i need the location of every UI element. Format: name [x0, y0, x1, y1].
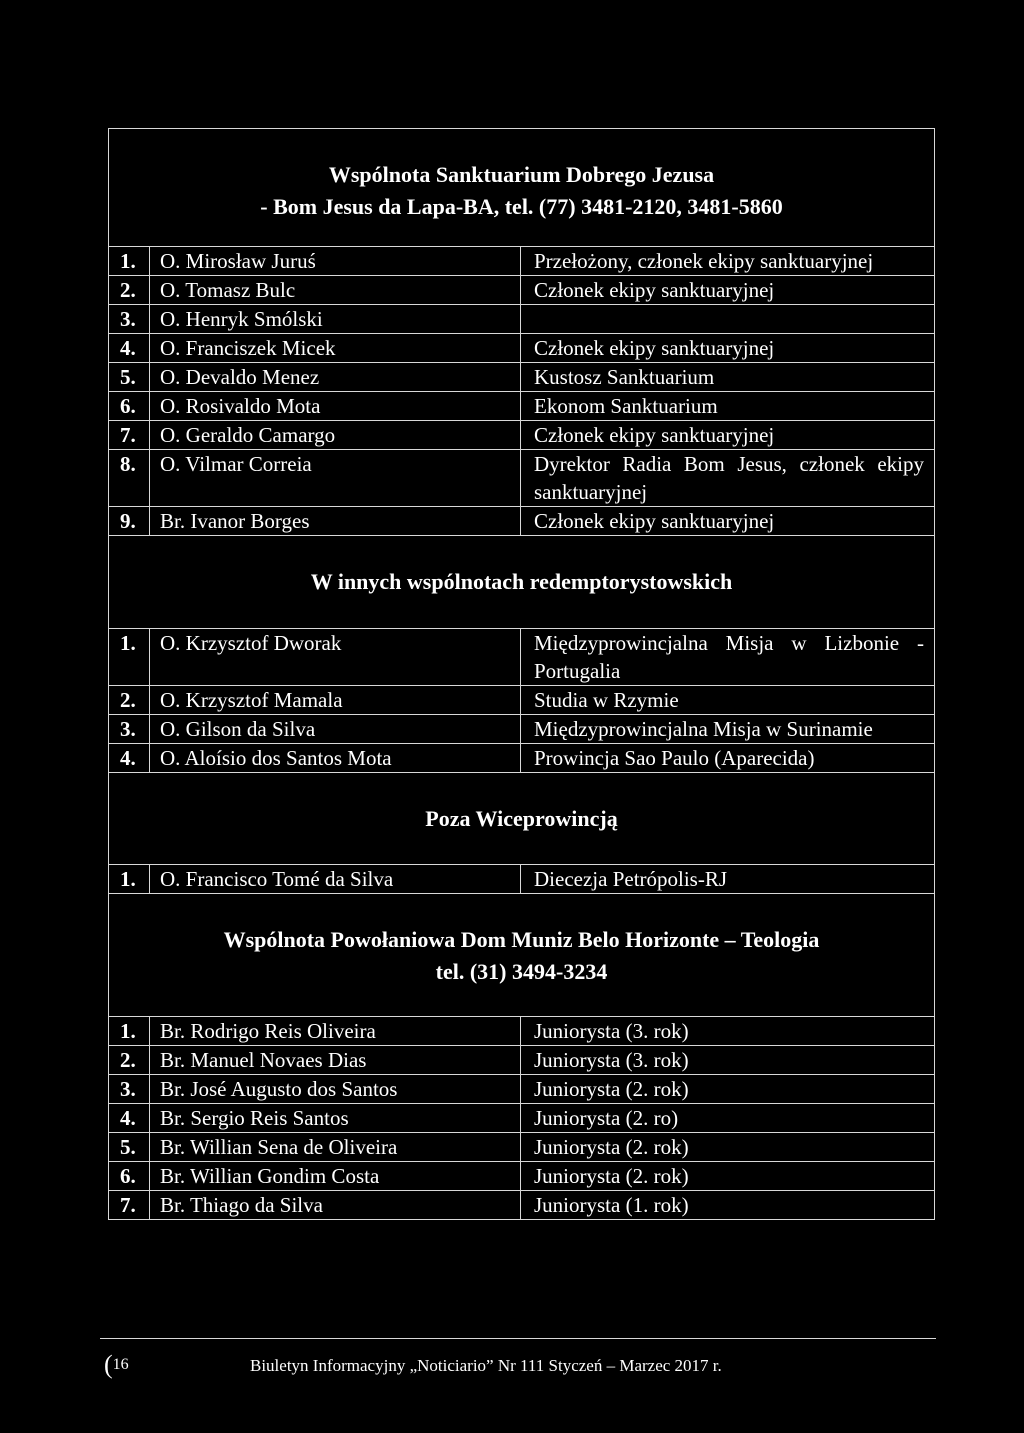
section-subtitle: tel. (31) 3494-3234 — [435, 959, 608, 984]
table-row — [109, 686, 935, 715]
table-row — [109, 865, 935, 894]
person-name: Br. Sergio Reis Santos — [150, 1104, 521, 1133]
page-footer — [100, 1338, 936, 1379]
row-number: 5. — [109, 363, 150, 392]
person-role — [521, 305, 935, 334]
table-row — [109, 1017, 935, 1046]
person-name: O. Gilson da Silva — [150, 715, 521, 744]
row-number: 6. — [109, 1162, 150, 1191]
person-role: Członek ekipy sanktuaryjnej — [521, 507, 935, 536]
person-name: Br. Willian Sena de Oliveira — [150, 1133, 521, 1162]
table-row — [109, 363, 935, 392]
row-number: 7. — [109, 421, 150, 450]
person-role: Międzyprowincjalna Misja w Lizbonie - Portugalia — [521, 629, 935, 686]
section-header-row — [109, 536, 935, 629]
person-name: O. Francisco Tomé da Silva — [150, 865, 521, 894]
section-header-row — [109, 129, 935, 247]
person-name: Br. Manuel Novaes Dias — [150, 1046, 521, 1075]
person-role: Juniorysta (1. rok) — [521, 1191, 935, 1220]
person-name: O. Mirosław Juruś — [150, 247, 521, 276]
person-role: Diecezja Petrópolis-RJ — [521, 865, 935, 894]
person-name: O. Tomasz Bulc — [150, 276, 521, 305]
row-number: 4. — [109, 334, 150, 363]
row-number: 2. — [109, 276, 150, 305]
person-name: O. Krzysztof Dworak — [150, 629, 521, 686]
table-row — [109, 507, 935, 536]
table-row — [109, 1046, 935, 1075]
person-role: Dyrektor Radia Bom Jesus, członek ekipy sanktuaryjnej — [521, 450, 935, 507]
person-name: Br. José Augusto dos Santos — [150, 1075, 521, 1104]
footer-publication: Biuletyn Informacyjny „Noticiario” Nr 111 Styczeń – Marzec 2017 r. — [250, 1356, 722, 1375]
person-role: Juniorysta (2. rok) — [521, 1075, 935, 1104]
person-name: O. Aloísio dos Santos Mota — [150, 744, 521, 773]
person-role: Międzyprowincjalna Misja w Surinamie — [521, 715, 935, 744]
table-row — [109, 744, 935, 773]
person-name: O. Henryk Smólski — [150, 305, 521, 334]
community-table — [108, 128, 935, 1220]
person-role: Juniorysta (2. rok) — [521, 1133, 935, 1162]
row-number: 2. — [109, 1046, 150, 1075]
person-role: Członek ekipy sanktuaryjnej — [521, 421, 935, 450]
row-number: 1. — [109, 247, 150, 276]
table-row — [109, 305, 935, 334]
row-number: 4. — [109, 744, 150, 773]
page-number-value: 16 — [112, 1356, 129, 1373]
person-role: Juniorysta (2. ro) — [521, 1104, 935, 1133]
row-number: 1. — [109, 629, 150, 686]
table-row — [109, 247, 935, 276]
person-role: Ekonom Sanktuarium — [521, 392, 935, 421]
person-role: Juniorysta (3. rok) — [521, 1017, 935, 1046]
section-subtitle: - Bom Jesus da Lapa-BA, tel. (77) 3481-2120, 3481-5860 — [260, 194, 783, 219]
table-row — [109, 421, 935, 450]
table-row — [109, 629, 935, 686]
row-number: 8. — [109, 450, 150, 507]
section-header-row — [109, 894, 935, 1017]
row-number: 5. — [109, 1133, 150, 1162]
page-number — [104, 1350, 129, 1379]
person-role: Członek ekipy sanktuaryjnej — [521, 276, 935, 305]
person-role: Członek ekipy sanktuaryjnej — [521, 334, 935, 363]
row-number: 6. — [109, 392, 150, 421]
person-role: Kustosz Sanktuarium — [521, 363, 935, 392]
row-number: 3. — [109, 305, 150, 334]
table-row — [109, 1191, 935, 1220]
page-frame — [108, 128, 934, 1333]
table-row — [109, 334, 935, 363]
table-row — [109, 450, 935, 507]
person-name: O. Krzysztof Mamala — [150, 686, 521, 715]
person-name: O. Vilmar Correia — [150, 450, 521, 507]
person-name: Br. Thiago da Silva — [150, 1191, 521, 1220]
table-row — [109, 276, 935, 305]
section-title: W innych wspólnotach redemptorystowskich — [310, 569, 733, 594]
person-name: Br. Rodrigo Reis Oliveira — [150, 1017, 521, 1046]
table-row — [109, 1075, 935, 1104]
row-number: 3. — [109, 1075, 150, 1104]
person-name: Br. Ivanor Borges — [150, 507, 521, 536]
person-role: Studia w Rzymie — [521, 686, 935, 715]
table-row — [109, 1162, 935, 1191]
row-number: 9. — [109, 507, 150, 536]
person-name: O. Geraldo Camargo — [150, 421, 521, 450]
person-name: O. Franciszek Micek — [150, 334, 521, 363]
table-row — [109, 715, 935, 744]
row-number: 2. — [109, 686, 150, 715]
person-role: Przełożony, członek ekipy sanktuaryjnej — [521, 247, 935, 276]
row-number: 3. — [109, 715, 150, 744]
person-name: Br. Willian Gondim Costa — [150, 1162, 521, 1191]
table-row — [109, 1133, 935, 1162]
section-title: Poza Wiceprowincją — [425, 806, 618, 831]
table-row — [109, 392, 935, 421]
person-role: Juniorysta (3. rok) — [521, 1046, 935, 1075]
section-title: Wspólnota Sanktuarium Dobrego Jezusa — [328, 162, 715, 187]
section-header-row — [109, 773, 935, 865]
row-number: 7. — [109, 1191, 150, 1220]
row-number: 4. — [109, 1104, 150, 1133]
person-name: O. Rosivaldo Mota — [150, 392, 521, 421]
table-row — [109, 1104, 935, 1133]
person-name: O. Devaldo Menez — [150, 363, 521, 392]
person-role: Juniorysta (2. rok) — [521, 1162, 935, 1191]
page-bracket: ( — [104, 1350, 113, 1379]
row-number: 1. — [109, 1017, 150, 1046]
row-number: 1. — [109, 865, 150, 894]
person-role: Prowincja Sao Paulo (Aparecida) — [521, 744, 935, 773]
section-title: Wspólnota Powołaniowa Dom Muniz Belo Horizonte – Teologia — [223, 927, 820, 952]
